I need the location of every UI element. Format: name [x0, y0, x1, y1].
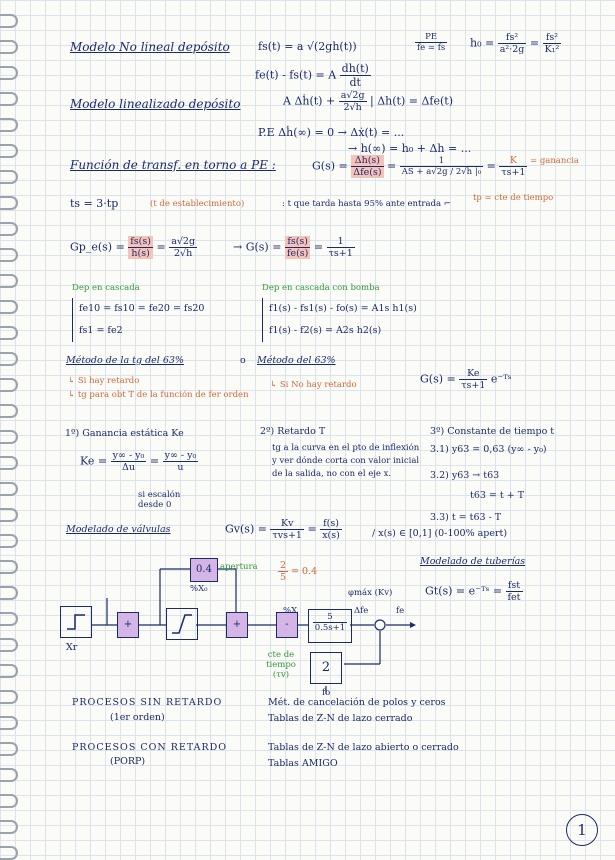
step3-title: 3º) Constante de tiempo t	[430, 426, 555, 437]
bomba-title: Dep en cascada con bomba	[262, 283, 380, 293]
h0-frac1-num: fs²	[498, 32, 527, 44]
fe-output-label: fe	[396, 606, 405, 616]
valve-block-num: 5	[313, 612, 347, 623]
delta-fe-label: Δfe	[354, 606, 369, 616]
valve-block-den: 0.5s+1	[314, 623, 346, 633]
page-number: 1	[566, 814, 598, 846]
gp-frac2-num: a√2g	[171, 236, 196, 247]
ts-line: ts = 3·tp	[70, 197, 119, 210]
method-tg-title: Método de la tg del 63%	[66, 355, 184, 366]
pct-x-label: %X	[283, 606, 298, 616]
sum-block-3: -	[276, 612, 298, 638]
valve-eq: =	[307, 522, 317, 536]
sin-method-1: Mét. de cancelación de polos y ceros	[268, 697, 446, 708]
valve-frac2-den: x(s)	[322, 530, 340, 541]
cascada-line-1: fe10 = fs10 = fe20 = fs20	[79, 303, 205, 314]
fopdt-frac-num: Ke	[459, 368, 487, 380]
tp-note: tp = cte de tiempo	[473, 193, 554, 203]
gp-frac2-den: 2√h	[174, 248, 193, 259]
section-title-nonlinear: Modelo No lineal depósito	[70, 40, 230, 54]
saturation-block	[166, 608, 198, 640]
lin-frac-num: a√2g	[340, 90, 365, 101]
tf-frac1-num: Δh(s)	[351, 155, 383, 167]
pipe-eq: =	[492, 584, 503, 598]
valve-frac1-den: τvs+1	[272, 530, 302, 541]
method-or: o	[240, 355, 246, 366]
lin-rhs: | Δh(t) = Δfe(t)	[370, 94, 454, 108]
g2-frac2-den: τs+1	[328, 248, 353, 259]
tf-lhs: G(s) =	[312, 159, 348, 173]
pe-line: P.E Δḣ(∞) = 0 → Δẋ(t) = ...	[258, 126, 405, 139]
tf-frac3-num: K	[499, 155, 527, 167]
ts-description: : t que tarda hasta 95% ante entrada ⌐	[282, 199, 451, 209]
step1-frac1-den: Δu	[122, 462, 135, 473]
section-title-transfer: Función de transf. en torno a PE :	[70, 158, 276, 172]
gp-frac1-num: fs(s)	[130, 236, 151, 247]
gp-lhs: Gp_e(s) =	[70, 240, 125, 254]
step2-title: 2º) Retardo T	[260, 426, 326, 437]
sum-block-2: +	[226, 612, 248, 638]
pipe-frac-den: fet	[507, 592, 521, 603]
h0-eq: =	[529, 36, 540, 50]
pe-frac-num: PE	[415, 32, 447, 43]
lin-frac-den: 2√h	[343, 102, 362, 113]
pe-frac-den: fe = fs	[417, 43, 446, 53]
steady-state-line: → h(∞) = h₀ + Δh = ...	[348, 142, 472, 155]
cascada-title: Dep en cascada	[72, 283, 140, 293]
h0-frac2-den: K₁²	[544, 44, 560, 55]
sum-block-1: +	[117, 612, 139, 638]
con-method-1: Tablas de Z-N de lazo abierto o cerrado	[268, 742, 459, 753]
g2-frac1-den: fe(s)	[286, 248, 309, 259]
pct-x0-label: %X₀	[190, 584, 208, 594]
step1-note: si escalón desde 0	[138, 490, 181, 510]
sin-method-2: Tablas de Z-N de lazo cerrado	[268, 713, 413, 724]
con-retardo-title: PROCESOS CON RETARDO	[72, 742, 228, 753]
method-63-title: Método del 63%	[257, 355, 336, 366]
eq2-frac-num: dh(t)	[341, 62, 369, 75]
section-title-valves: Modelado de válvulas	[66, 524, 171, 535]
g2-frac1-num: fs(s)	[285, 236, 310, 248]
step1-frac2-den: u	[177, 462, 184, 473]
pipe-frac-num: fst	[506, 580, 523, 592]
gp-eq: =	[156, 240, 166, 254]
con-retardo-sub: (PORP)	[110, 756, 146, 767]
fopdt-exp: e⁻ᵀˢ	[490, 372, 512, 386]
tf-eq1: =	[387, 159, 397, 173]
valve-block	[308, 609, 352, 643]
step1-lhs: Ke =	[80, 454, 108, 468]
input-label: Xr	[66, 642, 78, 653]
section-title-pipes: Modelado de tuberías	[420, 556, 526, 567]
cascada-line-2: fs1 = fe2	[79, 325, 123, 336]
fo-label: fo	[322, 688, 331, 698]
step1-eq: =	[149, 454, 160, 468]
step2-text: tg a la curva en el pto de inflexión y ver dónde corta con valor inicial de la salida, no con el eje x.	[272, 443, 420, 479]
g2-lhs: → G(s) =	[233, 240, 282, 254]
method-note-1: ↳ Si hay retardo	[68, 376, 140, 386]
ratio-rhs: = 0.4	[291, 566, 318, 577]
cte-tiempo-label: cte de tiempo (τv)	[266, 650, 296, 680]
feedback-gain-block: 2	[310, 652, 342, 684]
eq2-frac-den: dt	[349, 76, 361, 89]
g2-frac2-num: 1	[327, 236, 355, 248]
h0-lhs: h₀ =	[470, 36, 495, 50]
tf-frac2-den: AS + a√2g / 2√h |₀	[401, 167, 482, 177]
valve-frac2-num: f(s)	[320, 518, 342, 530]
fopdt-lhs: G(s) =	[420, 372, 456, 386]
eq2-lhs: fe(t) - fs(t) = A	[255, 68, 337, 82]
ratio-text	[278, 560, 317, 583]
valve-note: / x(s) ∈ [0,1] (0-100% apert)	[372, 528, 508, 539]
step3-line-4: 3.3) t = t63 - T	[430, 512, 502, 523]
h0-frac1-den: a²·2g	[499, 44, 525, 55]
step1-frac2-num: y∞ - y₀	[164, 450, 197, 461]
valve-lhs: Gv(s) =	[225, 522, 267, 536]
tf-frac2-num: 1	[400, 156, 483, 167]
step1-frac1-num: y∞ - y₀	[112, 450, 145, 461]
bomba-line-1: f1(s) - fs1(s) - fo(s) = A1s h1(s)	[269, 303, 417, 314]
ganancia-note: = ganancia	[530, 156, 579, 166]
ts-note: (t de establecimiento)	[150, 199, 245, 209]
nonlinear-eq-1: fs(t) = a √(2gh(t))	[258, 40, 357, 53]
tf-frac3-den: τs+1	[501, 167, 526, 178]
bomba-line-2: f1(s) - f2(s) = A2s h2(s)	[269, 325, 382, 336]
step1-title: 1º) Ganancia estática Ke	[65, 428, 184, 439]
apertura-label: apertura	[220, 562, 258, 572]
ratio-den: 5	[280, 572, 287, 583]
method-note-2: ↳ tg para obt T de la función de fer orden	[68, 390, 249, 400]
sin-retardo-title: PROCESOS SIN RETARDO	[72, 697, 223, 708]
g2-eq: =	[313, 240, 324, 254]
gp-frac1-den: h(s)	[131, 248, 150, 259]
con-method-2: Tablas AMIGO	[268, 758, 338, 769]
pipe-exp: e⁻ᵀˢ	[468, 584, 490, 598]
step3-line-3: t63 = t + T	[470, 490, 525, 501]
gain-04-block: 0.4	[190, 558, 218, 582]
ratio-num: 2	[280, 560, 287, 571]
section-title-linearized: Modelo linealizado depósito	[70, 97, 241, 111]
valve-frac1-num: Kv	[270, 518, 304, 530]
tf-eq2: =	[486, 159, 496, 173]
h0-frac2-num: fs²	[543, 32, 562, 44]
notebook-ring	[0, 846, 18, 860]
method-note-3: ↳ Si No hay retardo	[270, 380, 357, 390]
step-input-block	[60, 606, 92, 638]
step3-line-2: 3.2) y63 → t63	[430, 470, 500, 481]
sin-retardo-sub: (1er orden)	[110, 712, 165, 723]
step3-line-1: 3.1) y63 = 0,63 (y∞ - y₀)	[430, 444, 547, 455]
phimax-label: φmáx (Kv)	[348, 588, 393, 598]
tf-frac1-den: Δfe(s)	[353, 167, 382, 178]
pipe-lhs: Gt(s) =	[425, 584, 466, 598]
lin-lhs: A Δḣ(t) +	[283, 94, 336, 108]
fopdt-frac-den: τs+1	[461, 380, 486, 391]
